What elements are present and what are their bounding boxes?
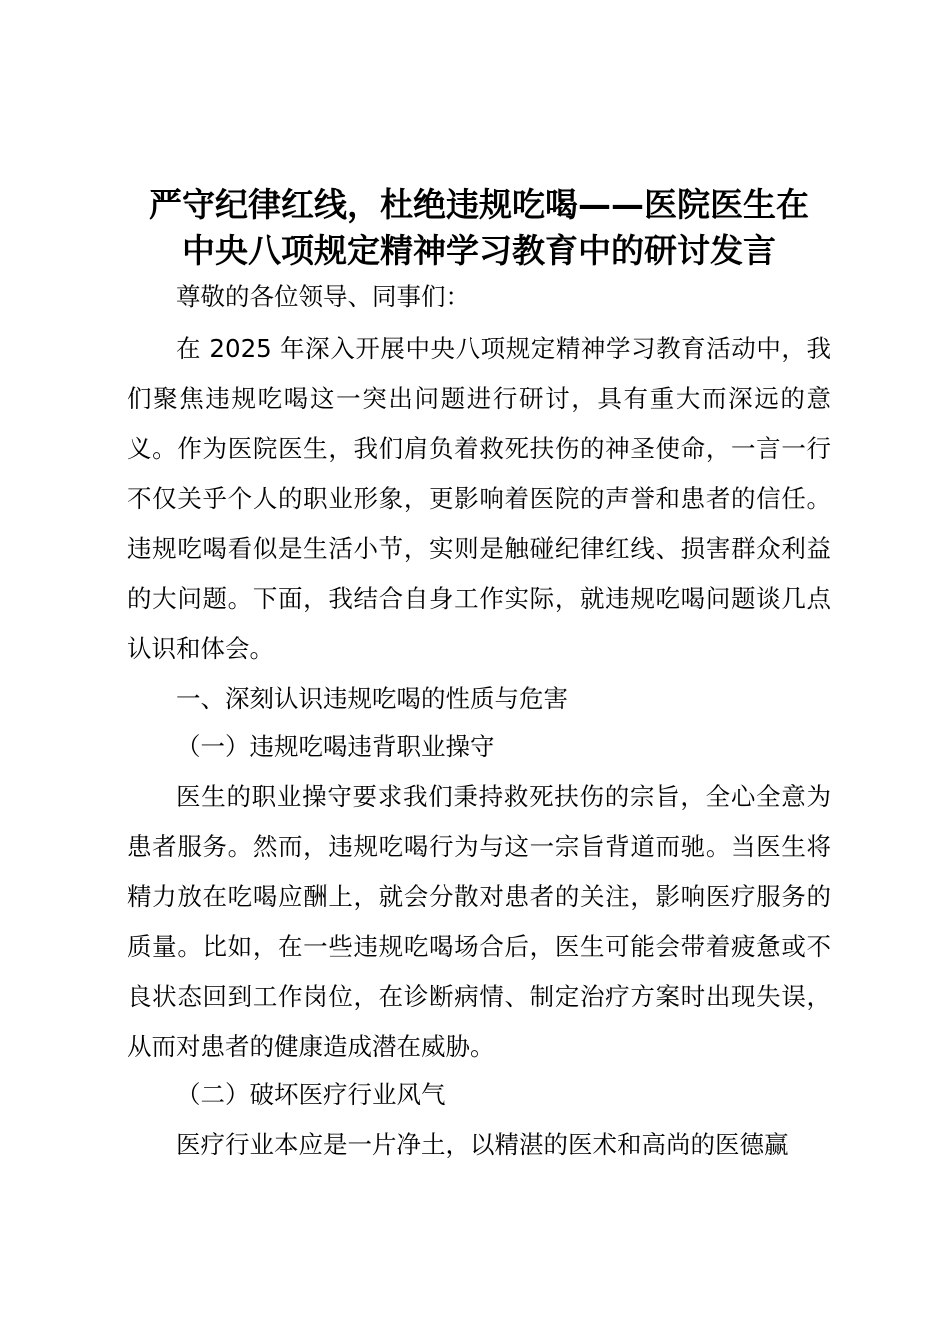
document-page (127, 182, 831, 1170)
subsection-2-body: 医疗行业本应是一片净土，以精湛的医术和高尚的医德赢 (176, 1130, 789, 1159)
subsection-2-heading: （二）破坏医疗行业风气 (176, 1080, 446, 1109)
title-line-1: 严守纪律红线，杜绝违规吃喝——医院医生在 (149, 185, 809, 224)
subsection-1-body: 医生的职业操守要求我们秉持救死扶伤的宗旨，全心全意为患者服务。然而，违规吃喝行为与这一宗旨背道而驰。当医生将精力放在吃喝应酬上，就会分散对患者的关注，影响医疗服务的质量。比如，在一些违规吃喝场合后，医生可能会带着疲惫或不良状态回到工作岗位，在诊断病情、制定治疗方案时出现失误，从而对患者的健康造成潜在威胁。 (127, 782, 831, 1061)
greeting: 尊敬的各位领导、同事们： (176, 282, 470, 311)
intro-paragraph: 在 2025 年深入开展中央八项规定精神学习教育活动中，我们聚焦违规吃喝这一突出问题进行研讨，具有重大而深远的意义。作为医院医生，我们肩负着救死扶伤的神圣使命，一言一行不仅关乎个人的职业形象，更影响着医院的声誉和患者的信任。违规吃喝看似是生活小节，实则是触碰纪律红线、损害群众利益的大问题。下面，我结合自身工作实际，就违规吃喝问题谈几点认识和体会。 (127, 334, 831, 663)
subsection-1-heading: （一）违规吃喝违背职业操守 (176, 732, 495, 761)
document-title (127, 182, 831, 274)
title-line-2: 中央八项规定精神学习教育中的研讨发言 (182, 231, 776, 270)
section-1-heading: 一、深刻认识违规吃喝的性质与危害 (176, 684, 568, 713)
